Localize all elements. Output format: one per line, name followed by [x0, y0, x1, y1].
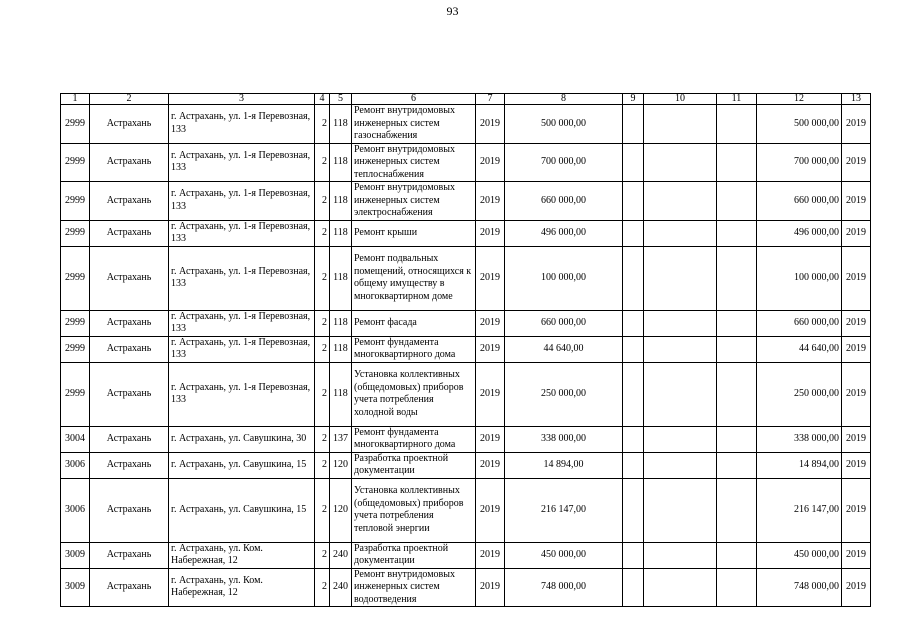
- total-cost-cell: 338 000,00: [505, 426, 623, 452]
- plan-year-cell: 2019: [476, 246, 505, 310]
- fund-source-10-cell: [644, 182, 717, 221]
- total-cost-cell: 500 000,00: [505, 105, 623, 144]
- total-cost-cell: 100 000,00: [505, 246, 623, 310]
- work-type-cell: Ремонт внутридомовых инженерных систем теплоснабжения: [352, 143, 476, 182]
- address-cell: г. Астрахань, ул. 1-я Перевозная, 133: [169, 336, 315, 362]
- year-built-cell: 118: [330, 143, 352, 182]
- work-type-cell: Ремонт внутридомовых инженерных систем электроснабжения: [352, 182, 476, 221]
- fund-source-11-cell: [717, 452, 757, 478]
- page-number: 93: [446, 4, 459, 18]
- plan-year-cell: 2019: [476, 478, 505, 542]
- municipality-cell: Астрахань: [90, 426, 169, 452]
- plan-year-cell: 2019: [476, 143, 505, 182]
- floors-cell: 2: [315, 542, 330, 568]
- cost-12-cell: 748 000,00: [757, 568, 842, 607]
- address-cell: г. Астрахань, ул. Савушкина, 15: [169, 478, 315, 542]
- fund-source-10-cell: [644, 452, 717, 478]
- column-header: 12: [757, 94, 842, 105]
- cost-12-cell: 100 000,00: [757, 246, 842, 310]
- table-row: [61, 105, 871, 144]
- table-row: [61, 568, 871, 607]
- cost-12-cell: 700 000,00: [757, 143, 842, 182]
- address-cell: г. Астрахань, ул. 1-я Перевозная, 133: [169, 310, 315, 336]
- floors-cell: 2: [315, 310, 330, 336]
- column-header: 7: [476, 94, 505, 105]
- cost-12-cell: 44 640,00: [757, 336, 842, 362]
- column-header: 4: [315, 94, 330, 105]
- year-built-cell: 118: [330, 362, 352, 426]
- cost-12-cell: 450 000,00: [757, 542, 842, 568]
- work-type-cell: Ремонт крыши: [352, 220, 476, 246]
- plan-year-cell: 2019: [476, 336, 505, 362]
- end-year-cell: 2019: [842, 452, 871, 478]
- fund-source-9-cell: [623, 336, 644, 362]
- address-cell: г. Астрахань, ул. Ком. Набережная, 12: [169, 568, 315, 607]
- table-row: [61, 452, 871, 478]
- fund-source-10-cell: [644, 362, 717, 426]
- cost-12-cell: 14 894,00: [757, 452, 842, 478]
- fund-source-9-cell: [623, 542, 644, 568]
- work-type-cell: Разработка проектной документации: [352, 452, 476, 478]
- table-row: [61, 310, 871, 336]
- fund-source-11-cell: [717, 426, 757, 452]
- total-cost-cell: 496 000,00: [505, 220, 623, 246]
- fund-source-10-cell: [644, 336, 717, 362]
- fund-source-10-cell: [644, 426, 717, 452]
- address-cell: г. Астрахань, ул. Ком. Набережная, 12: [169, 542, 315, 568]
- fund-source-11-cell: [717, 542, 757, 568]
- year-built-cell: 118: [330, 310, 352, 336]
- work-type-cell: Ремонт фундамента многоквартирного дома: [352, 426, 476, 452]
- plan-year-cell: 2019: [476, 362, 505, 426]
- house-id-cell: 3006: [61, 478, 90, 542]
- table-row: [61, 478, 871, 542]
- floors-cell: 2: [315, 182, 330, 221]
- floors-cell: 2: [315, 568, 330, 607]
- work-type-cell: Установка коллективных (общедомовых) приборов учета потребления тепловой энергии: [352, 478, 476, 542]
- fund-source-10-cell: [644, 246, 717, 310]
- floors-cell: 2: [315, 336, 330, 362]
- table-row: [61, 336, 871, 362]
- column-number-row: [61, 94, 871, 105]
- work-type-cell: Ремонт фундамента многоквартирного дома: [352, 336, 476, 362]
- total-cost-cell: 14 894,00: [505, 452, 623, 478]
- end-year-cell: 2019: [842, 220, 871, 246]
- column-header: 3: [169, 94, 315, 105]
- floors-cell: 2: [315, 246, 330, 310]
- cost-12-cell: 660 000,00: [757, 310, 842, 336]
- total-cost-cell: 660 000,00: [505, 182, 623, 221]
- end-year-cell: 2019: [842, 310, 871, 336]
- municipality-cell: Астрахань: [90, 568, 169, 607]
- year-built-cell: 118: [330, 105, 352, 144]
- fund-source-10-cell: [644, 310, 717, 336]
- floors-cell: 2: [315, 478, 330, 542]
- house-id-cell: 2999: [61, 220, 90, 246]
- plan-year-cell: 2019: [476, 310, 505, 336]
- house-id-cell: 2999: [61, 362, 90, 426]
- house-id-cell: 2999: [61, 246, 90, 310]
- column-header: 13: [842, 94, 871, 105]
- address-cell: г. Астрахань, ул. 1-я Перевозная, 133: [169, 220, 315, 246]
- fund-source-11-cell: [717, 362, 757, 426]
- plan-year-cell: 2019: [476, 542, 505, 568]
- floors-cell: 2: [315, 143, 330, 182]
- year-built-cell: 240: [330, 542, 352, 568]
- end-year-cell: 2019: [842, 336, 871, 362]
- year-built-cell: 118: [330, 336, 352, 362]
- address-cell: г. Астрахань, ул. Савушкина, 30: [169, 426, 315, 452]
- floors-cell: 2: [315, 105, 330, 144]
- fund-source-9-cell: [623, 182, 644, 221]
- cost-12-cell: 496 000,00: [757, 220, 842, 246]
- year-built-cell: 118: [330, 182, 352, 221]
- end-year-cell: 2019: [842, 143, 871, 182]
- fund-source-9-cell: [623, 362, 644, 426]
- address-cell: г. Астрахань, ул. 1-я Перевозная, 133: [169, 246, 315, 310]
- municipality-cell: Астрахань: [90, 220, 169, 246]
- table-row: [61, 143, 871, 182]
- municipality-cell: Астрахань: [90, 478, 169, 542]
- fund-source-10-cell: [644, 105, 717, 144]
- cost-12-cell: 500 000,00: [757, 105, 842, 144]
- fund-source-11-cell: [717, 478, 757, 542]
- fund-source-9-cell: [623, 105, 644, 144]
- total-cost-cell: 44 640,00: [505, 336, 623, 362]
- floors-cell: 2: [315, 426, 330, 452]
- fund-source-9-cell: [623, 143, 644, 182]
- house-id-cell: 3009: [61, 568, 90, 607]
- fund-source-9-cell: [623, 220, 644, 246]
- work-type-cell: Ремонт подвальных помещений, относящихся к общему имуществу в многоквартирном доме: [352, 246, 476, 310]
- fund-source-9-cell: [623, 246, 644, 310]
- column-header: 6: [352, 94, 476, 105]
- house-id-cell: 2999: [61, 310, 90, 336]
- work-type-cell: Ремонт внутридомовых инженерных систем водоотведения: [352, 568, 476, 607]
- municipality-cell: Астрахань: [90, 452, 169, 478]
- house-id-cell: 2999: [61, 336, 90, 362]
- year-built-cell: 120: [330, 452, 352, 478]
- column-header: 10: [644, 94, 717, 105]
- plan-year-cell: 2019: [476, 568, 505, 607]
- address-cell: г. Астрахань, ул. 1-я Перевозная, 133: [169, 143, 315, 182]
- work-type-cell: Ремонт внутридомовых инженерных систем газоснабжения: [352, 105, 476, 144]
- work-type-cell: Ремонт фасада: [352, 310, 476, 336]
- plan-year-cell: 2019: [476, 452, 505, 478]
- house-id-cell: 2999: [61, 105, 90, 144]
- total-cost-cell: 700 000,00: [505, 143, 623, 182]
- total-cost-cell: 250 000,00: [505, 362, 623, 426]
- column-header: 9: [623, 94, 644, 105]
- end-year-cell: 2019: [842, 478, 871, 542]
- house-id-cell: 3004: [61, 426, 90, 452]
- table-row: [61, 220, 871, 246]
- fund-source-11-cell: [717, 568, 757, 607]
- plan-year-cell: 2019: [476, 182, 505, 221]
- column-header: 8: [505, 94, 623, 105]
- house-id-cell: 2999: [61, 143, 90, 182]
- house-id-cell: 3009: [61, 542, 90, 568]
- address-cell: г. Астрахань, ул. 1-я Перевозная, 133: [169, 105, 315, 144]
- end-year-cell: 2019: [842, 246, 871, 310]
- fund-source-9-cell: [623, 568, 644, 607]
- municipality-cell: Астрахань: [90, 246, 169, 310]
- house-id-cell: 2999: [61, 182, 90, 221]
- fund-source-11-cell: [717, 310, 757, 336]
- year-built-cell: 118: [330, 246, 352, 310]
- municipality-cell: Астрахань: [90, 310, 169, 336]
- end-year-cell: 2019: [842, 105, 871, 144]
- fund-source-10-cell: [644, 143, 717, 182]
- work-type-cell: Разработка проектной документации: [352, 542, 476, 568]
- year-built-cell: 240: [330, 568, 352, 607]
- year-built-cell: 120: [330, 478, 352, 542]
- fund-source-11-cell: [717, 220, 757, 246]
- table-body: [61, 94, 871, 607]
- municipality-cell: Астрахань: [90, 143, 169, 182]
- municipality-cell: Астрахань: [90, 362, 169, 426]
- column-header: 5: [330, 94, 352, 105]
- fund-source-11-cell: [717, 105, 757, 144]
- total-cost-cell: 216 147,00: [505, 478, 623, 542]
- fund-source-10-cell: [644, 568, 717, 607]
- address-cell: г. Астрахань, ул. 1-я Перевозная, 133: [169, 362, 315, 426]
- fund-source-10-cell: [644, 478, 717, 542]
- cost-12-cell: 216 147,00: [757, 478, 842, 542]
- fund-source-11-cell: [717, 143, 757, 182]
- end-year-cell: 2019: [842, 542, 871, 568]
- municipality-cell: Астрахань: [90, 336, 169, 362]
- municipality-cell: Астрахань: [90, 542, 169, 568]
- end-year-cell: 2019: [842, 362, 871, 426]
- total-cost-cell: 660 000,00: [505, 310, 623, 336]
- table-row: [61, 426, 871, 452]
- end-year-cell: 2019: [842, 182, 871, 221]
- municipality-cell: Астрахань: [90, 105, 169, 144]
- fund-source-11-cell: [717, 246, 757, 310]
- cost-12-cell: 250 000,00: [757, 362, 842, 426]
- cost-12-cell: 338 000,00: [757, 426, 842, 452]
- fund-source-9-cell: [623, 310, 644, 336]
- fund-source-9-cell: [623, 452, 644, 478]
- house-id-cell: 3006: [61, 452, 90, 478]
- table-row: [61, 246, 871, 310]
- repair-program-table: [60, 93, 871, 607]
- column-header: 1: [61, 94, 90, 105]
- floors-cell: 2: [315, 220, 330, 246]
- end-year-cell: 2019: [842, 568, 871, 607]
- municipality-cell: Астрахань: [90, 182, 169, 221]
- fund-source-11-cell: [717, 182, 757, 221]
- fund-source-9-cell: [623, 478, 644, 542]
- fund-source-9-cell: [623, 426, 644, 452]
- table-row: [61, 542, 871, 568]
- column-header: 2: [90, 94, 169, 105]
- plan-year-cell: 2019: [476, 426, 505, 452]
- address-cell: г. Астрахань, ул. 1-я Перевозная, 133: [169, 182, 315, 221]
- fund-source-11-cell: [717, 336, 757, 362]
- plan-year-cell: 2019: [476, 105, 505, 144]
- total-cost-cell: 748 000,00: [505, 568, 623, 607]
- address-cell: г. Астрахань, ул. Савушкина, 15: [169, 452, 315, 478]
- end-year-cell: 2019: [842, 426, 871, 452]
- cost-12-cell: 660 000,00: [757, 182, 842, 221]
- fund-source-10-cell: [644, 220, 717, 246]
- floors-cell: 2: [315, 452, 330, 478]
- table-row: [61, 182, 871, 221]
- fund-source-10-cell: [644, 542, 717, 568]
- table-row: [61, 362, 871, 426]
- year-built-cell: 137: [330, 426, 352, 452]
- column-header: 11: [717, 94, 757, 105]
- floors-cell: 2: [315, 362, 330, 426]
- plan-year-cell: 2019: [476, 220, 505, 246]
- year-built-cell: 118: [330, 220, 352, 246]
- total-cost-cell: 450 000,00: [505, 542, 623, 568]
- work-type-cell: Установка коллективных (общедомовых) приборов учета потребления холодной воды: [352, 362, 476, 426]
